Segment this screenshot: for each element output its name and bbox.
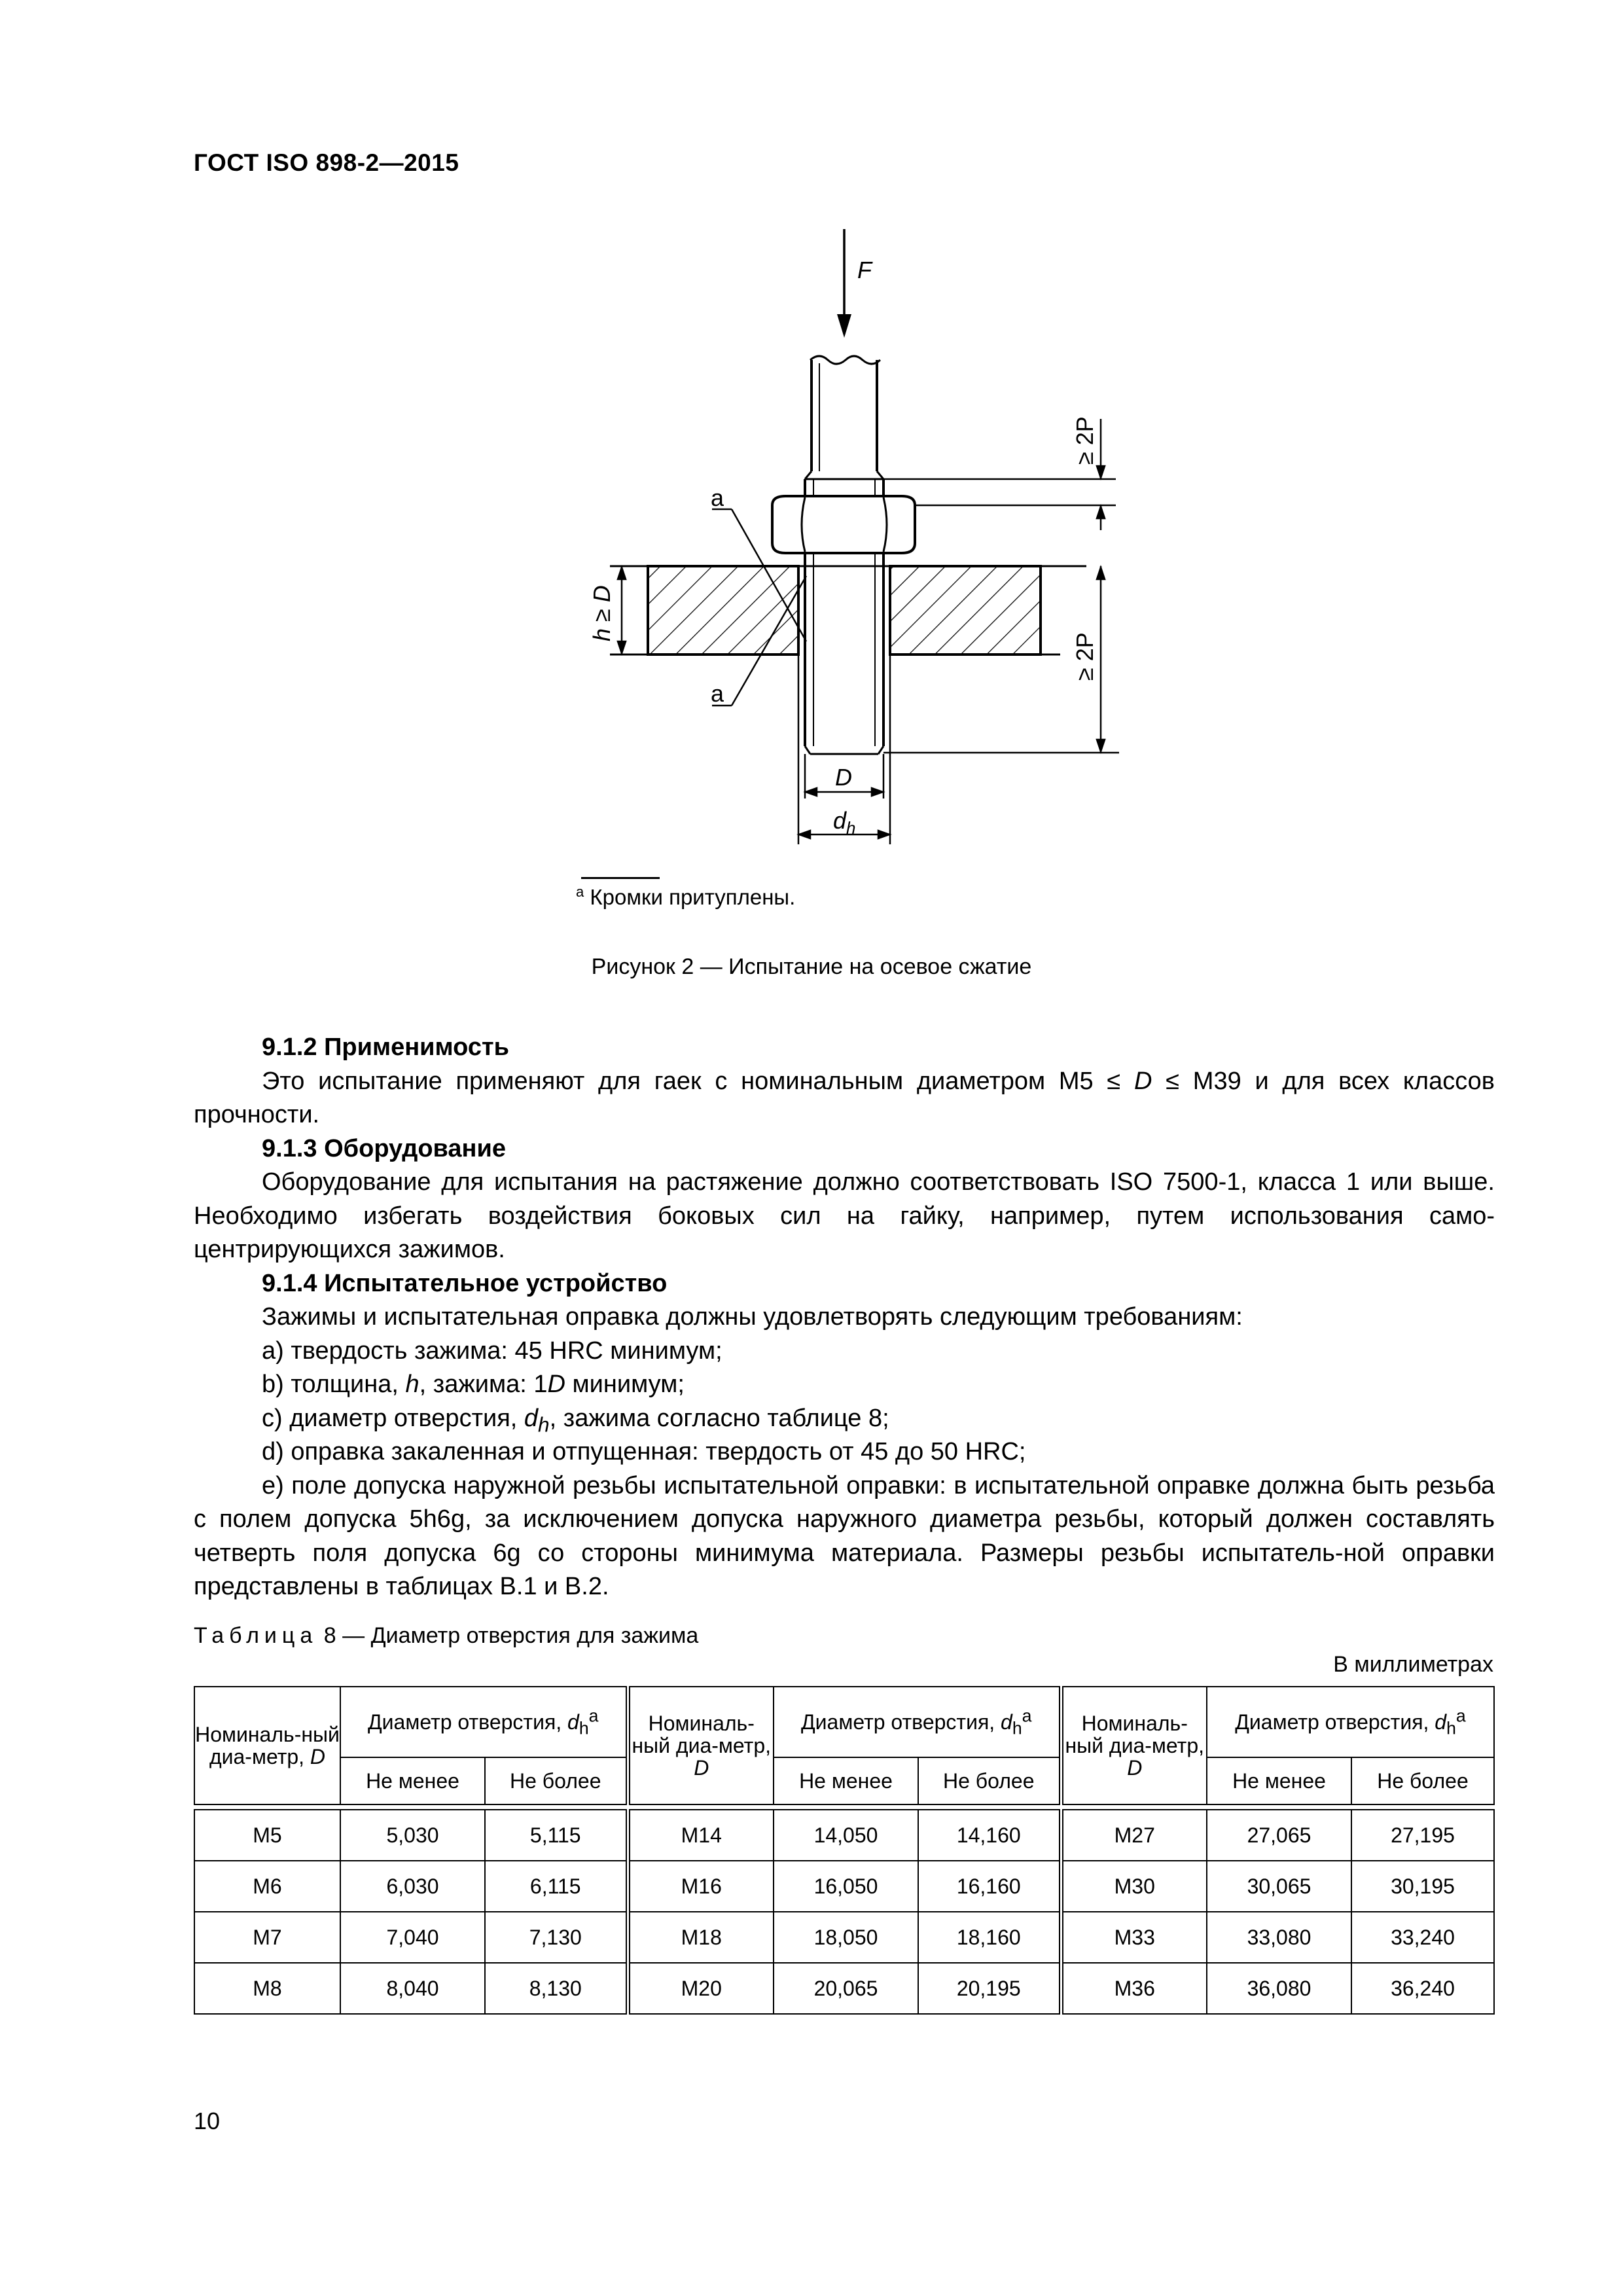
table-units: В миллиметрах (1333, 1652, 1493, 1677)
requirement-item-a: a) твердость зажима: 45 HRC минимум; (262, 1336, 722, 1365)
table-cell: 14,160 (918, 1810, 1061, 1861)
requirement-item-c: c) диаметр отверстия, $d_h$, зажима согласно таблице 8; (262, 1404, 889, 1437)
document-body (194, 1031, 1495, 1604)
table-cell: М7 (194, 1912, 340, 1963)
figure-caption: Рисунок 2 — Испытание на осевое сжатие (591, 954, 1032, 979)
table-cell: 27,195 (1351, 1810, 1494, 1861)
table-header-separator (194, 1804, 1494, 1810)
test-setup-diagram (563, 223, 1126, 916)
table-cell: 33,080 (1207, 1912, 1351, 1963)
nut (772, 496, 915, 553)
table-cell: М16 (628, 1861, 774, 1912)
table-cell: 27,065 (1207, 1810, 1351, 1861)
page-number: 10 (194, 2108, 221, 2134)
table-cell: 18,160 (918, 1912, 1061, 1963)
column-header-diameter: Диаметр отверстия, $d_h^a$ (774, 1687, 1061, 1757)
pitch-top-label: ≥ 2P (1071, 416, 1098, 465)
column-header-min: Не менее (774, 1757, 918, 1804)
section-9-1-4-intro: Зажимы и испытательная оправка должны удовлетворять следующим требованиям: (262, 1303, 1243, 1331)
requirement-item-b: b) толщина, h, зажима: 1D минимум; (262, 1371, 685, 1398)
section-9-1-4-title: 9.1.4 Испытательное устройство (262, 1269, 668, 1297)
table-cell: М20 (628, 1963, 774, 2014)
column-header-nominal: Номиналь-ный диа-метр, D (1061, 1687, 1207, 1804)
table-cell: М27 (1061, 1810, 1207, 1861)
table-row (194, 1963, 1494, 2014)
table-cell: 6,115 (485, 1861, 628, 1912)
table-cell: 20,065 (774, 1963, 918, 2014)
column-header-nominal: Номиналь-ный диа-метр, D (628, 1687, 774, 1804)
table-cell: 36,240 (1351, 1963, 1494, 2014)
column-header-max: Не более (1351, 1757, 1494, 1804)
requirement-item-d: d) оправка закаленная и отпущенная: твердость от 45 до 50 HRC; (262, 1438, 1026, 1465)
table-cell: М36 (1061, 1963, 1207, 2014)
table-row (194, 1861, 1494, 1912)
table-cell: 6,030 (340, 1861, 485, 1912)
nominal-diameter-label: D (835, 764, 852, 791)
figure-footnote (576, 885, 795, 910)
table-cell: 7,130 (485, 1912, 628, 1963)
pitch-bottom-label: ≥ 2P (1071, 632, 1098, 681)
table-cell: 30,195 (1351, 1861, 1494, 1912)
table-cell: М5 (194, 1810, 340, 1861)
section-9-1-3-text: Оборудование для испытания на растяжение должно соответствовать ISO 7500-1, класса 1 или выше. Необходимо избегать воздействия боковых сил на гайку, например, путем использования само-центрирующихся зажимов. (194, 1168, 1495, 1263)
column-header-nominal: Номиналь-ный диа-метр, D (194, 1687, 340, 1804)
column-header-min: Не менее (340, 1757, 485, 1804)
column-header-diameter: Диаметр отверстия, $d_h^a$ (340, 1687, 628, 1757)
table-header-row (194, 1687, 1494, 1757)
hole-diameter-label: $d_h$ (833, 807, 856, 838)
edge-label-top: a (711, 484, 724, 511)
table-cell: М33 (1061, 1912, 1207, 1963)
edge-label-bottom: a (711, 680, 724, 707)
column-header-min: Не менее (1207, 1757, 1351, 1804)
table-cell: М18 (628, 1912, 774, 1963)
table-cell: 16,160 (918, 1861, 1061, 1912)
section-9-1-2-title: 9.1.2 Применимость (262, 1033, 509, 1061)
hole-diameter-table (194, 1686, 1495, 2015)
table-cell: М6 (194, 1861, 340, 1912)
table-cell: 33,240 (1351, 1912, 1494, 1963)
table-cell: 18,050 (774, 1912, 918, 1963)
section-9-1-3-title: 9.1.3 Оборудование (262, 1134, 506, 1162)
section-9-1-2-text: Это испытание применяют для гаек с номинальным диаметром М5 ≤ D ≤ М39 и для всех классов прочности. (194, 1067, 1495, 1128)
column-header-max: Не более (918, 1757, 1061, 1804)
height-dimension (618, 566, 626, 655)
footnote-rule (581, 877, 660, 879)
footnote-marker: a (576, 884, 584, 900)
table-cell: 5,030 (340, 1810, 485, 1861)
table-cell: 20,195 (918, 1963, 1061, 2014)
table-cell: М14 (628, 1810, 774, 1861)
table-row (194, 1912, 1494, 1963)
table-subheader-row (194, 1757, 1494, 1804)
table-cell: 16,050 (774, 1861, 918, 1912)
table-title: Таблица 8 — Диаметр отверстия для зажима (194, 1623, 699, 1648)
requirement-item-e: e) поле допуска наружной резьбы испытательной оправки: в испытательной оправке должна быть резьба с полем допуска 5h6g, за исключением допуска наружного диаметра резьбы, который должен составлять четверть поля допуска 6g со стороны минимума материала. Размеры резьбы испытатель-ной оправки представлены в таблицах В.1 и В.2. (194, 1471, 1495, 1600)
document-header: ГОСТ ISO 898-2—2015 (194, 149, 459, 176)
axial-compression-figure (563, 223, 1126, 916)
table-cell: 30,065 (1207, 1861, 1351, 1912)
force-label: F (857, 257, 872, 283)
column-header-max: Не более (485, 1757, 628, 1804)
height-label: h ≥ D (588, 585, 615, 641)
table-cell: 14,050 (774, 1810, 918, 1861)
force-arrow (837, 229, 851, 338)
table-cell: М30 (1061, 1861, 1207, 1912)
mandrel (805, 356, 883, 754)
clamp-plate (610, 566, 1086, 655)
footnote-text: Кромки притуплены. (590, 885, 796, 909)
table-row (194, 1810, 1494, 1861)
table-cell: М8 (194, 1963, 340, 2014)
table-cell: 7,040 (340, 1912, 485, 1963)
table-cell: 8,040 (340, 1963, 485, 2014)
column-header-diameter: Диаметр отверстия, $d_h^a$ (1207, 1687, 1494, 1757)
table-cell: 36,080 (1207, 1963, 1351, 2014)
table-cell: 8,130 (485, 1963, 628, 2014)
table-cell: 5,115 (485, 1810, 628, 1861)
